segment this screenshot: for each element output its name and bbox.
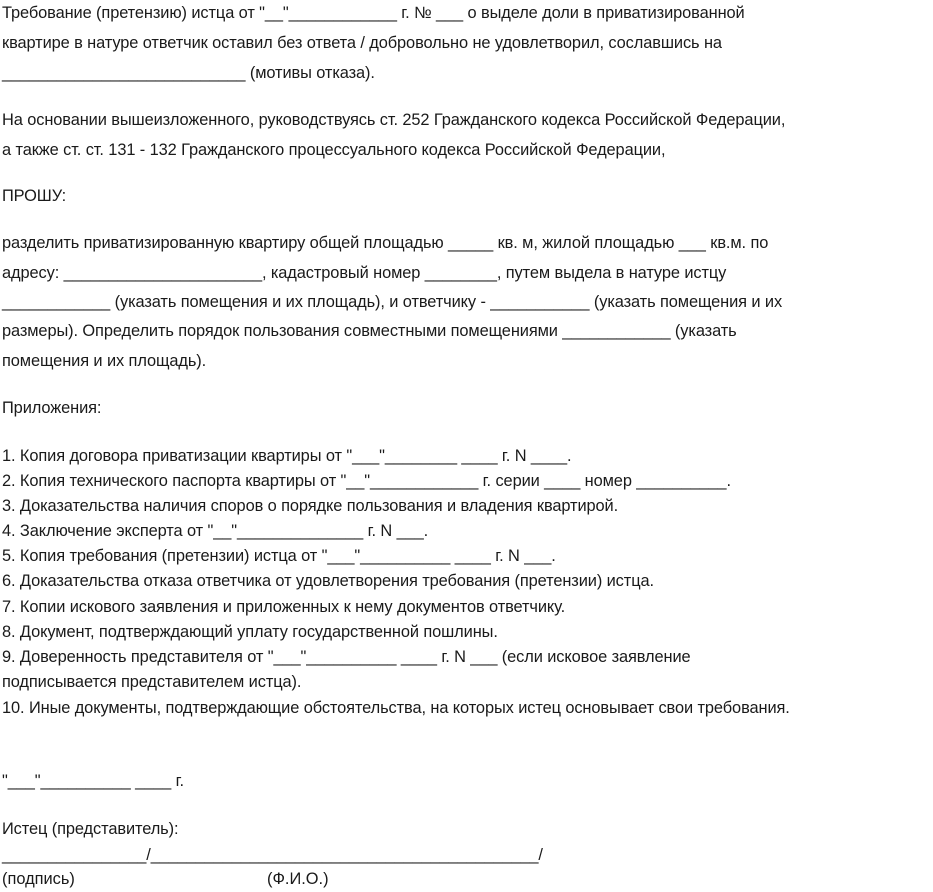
signature-line: ________________/___________________________________________/ [2,846,543,864]
basis-line-1: На основании вышеизложенного, руководствуясь ст. 252 Гражданского кодекса Российской Федерации, [2,111,786,129]
signatory-label: Истец (представитель): [2,820,179,838]
attachment-item: 6. Доказательства отказа ответчика от удовлетворения требования (претензии) истца. [2,572,654,590]
attachment-item: 3. Доказательства наличия споров о порядке пользования и владения квартирой. [2,497,619,515]
name-caption: (Ф.И.О.) [267,870,329,888]
attachment-item-continued: подписывается представителем истца). [2,673,302,691]
request-line-4: размеры). Определить порядок пользования совместными помещениями ____________ (указать [2,322,737,340]
attachment-item: 5. Копия требования (претензии) истца от "___"__________ ____ г. N ___. [2,547,556,565]
request-line-3: ____________ (указать помещения и их площадь), и ответчику - ___________ (указать помещения и их [2,293,783,311]
date-line: "___"__________ ____ г. [2,772,184,790]
request-heading: ПРОШУ: [2,187,67,205]
intro-line-2: квартире в натуре ответчик оставил без ответа / добровольно не удовлетворил, сославшись на [2,34,722,52]
request-line-5: помещения и их площадь). [2,352,207,370]
intro-line-3: ___________________________ (мотивы отказа). [2,64,375,82]
attachment-item: 7. Копии искового заявления и приложенных к нему документов ответчику. [2,598,566,616]
intro-line-1: Требование (претензию) истца от "__"____________ г. № ___ о выделе доли в приватизированной [2,4,745,22]
attachment-item: 8. Документ, подтверждающий уплату государственной пошлины. [2,623,498,641]
request-line-1: разделить приватизированную квартиру общей площадью _____ кв. м, жилой площадью ___ кв.м. по [2,234,769,252]
request-line-2: адресу: ______________________, кадастровый номер ________, путем выдела в натуре истцу [2,264,727,282]
attachment-item: 4. Заключение эксперта от "__"______________ г. N ___. [2,522,429,540]
attachments-heading: Приложения: [2,399,102,417]
basis-line-2: а также ст. ст. 131 - 132 Гражданского процессуального кодекса Российской Федерации, [2,141,666,159]
attachment-item: 1. Копия договора приватизации квартиры от "___"________ ____ г. N ____. [2,447,572,465]
attachment-item: 2. Копия технического паспорта квартиры от "__"____________ г. серии ____ номер __________. [2,472,731,490]
attachment-item: 10. Иные документы, подтверждающие обстоятельства, на которых истец основывает свои требования. [2,699,790,717]
signature-caption: (подпись) [2,870,75,888]
attachment-item: 9. Доверенность представителя от "___"__________ ____ г. N ___ (если исковое заявление [2,648,691,666]
